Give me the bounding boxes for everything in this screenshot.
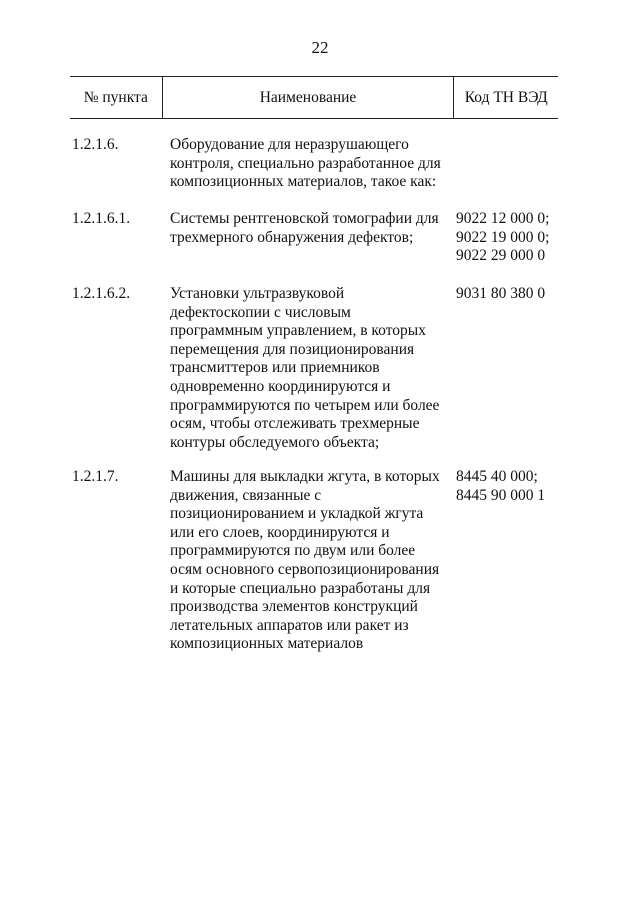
row-code-line: 9022 12 000 0; <box>456 210 550 227</box>
row-name-line: дефектоскопии с числовым <box>170 303 351 321</box>
row-name-line: программируются по четырем или более <box>170 396 440 414</box>
row-name-line: Оборудование для неразрушающего <box>170 136 409 153</box>
row-name-line: программируются по двум или более <box>170 542 416 560</box>
row-name <box>170 285 456 452</box>
row-code-line: 9022 19 000 0; <box>456 228 550 246</box>
table-row <box>70 136 558 192</box>
row-name-line: контуры обследуемого объекта; <box>170 433 380 451</box>
header-code: Код ТН ВЭД <box>464 88 548 106</box>
row-name-line: трехмерного обнаружения дефектов; <box>170 228 414 246</box>
table-header <box>70 76 558 119</box>
row-name-line: композиционных материалов, такое как: <box>170 173 437 191</box>
row-name-line: одновременно координируются и <box>170 377 391 395</box>
row-name-line: трансмиттеров или приемников <box>170 359 380 377</box>
header-name: Наименование <box>162 77 455 118</box>
row-name-line: или его слоев, координируются и <box>170 523 390 541</box>
row-code <box>456 136 558 192</box>
row-name-line: композиционных материалов <box>170 635 364 653</box>
row-code-line: 8445 90 000 1 <box>456 486 546 504</box>
row-name-line: программным управлением, в которых <box>170 322 426 340</box>
row-number: 1.2.1.6.2. <box>72 285 131 302</box>
row-name-line: летательных аппаратов или ракет из <box>170 616 409 634</box>
row-name-line: позиционированием и укладкой жгута <box>170 505 424 523</box>
row-name <box>170 136 456 192</box>
table-row <box>70 210 558 266</box>
row-code-line: 8445 40 000; <box>456 468 538 485</box>
row-number: 1.2.1.7. <box>72 468 119 485</box>
row-code <box>456 468 558 654</box>
row-code <box>456 210 558 266</box>
row-name-line: производства элементов конструкций <box>170 598 418 616</box>
row-name-line: контроля, специально разработанное для <box>170 154 441 172</box>
row-name-line: осям, чтобы отслеживать трехмерные <box>170 415 420 433</box>
row-name <box>170 210 456 266</box>
header-number: № пункта <box>83 88 148 106</box>
page-number: 22 <box>311 38 329 57</box>
row-code <box>456 285 558 452</box>
table-row <box>70 285 558 452</box>
row-name-line: и которые специально разработаны для <box>170 579 431 597</box>
row-name-line: движения, связанные с <box>170 486 322 504</box>
row-name <box>170 468 456 654</box>
row-number: 1.2.1.6. <box>72 136 119 153</box>
classification-table <box>70 76 558 653</box>
row-name-line: Установки ультразвуковой <box>170 285 345 302</box>
row-name-line: осям основного сервопозиционирования <box>170 560 440 578</box>
table-row <box>70 468 558 654</box>
row-number: 1.2.1.6.1. <box>72 210 131 227</box>
row-name-line: Машины для выкладки жгута, в которых <box>170 468 440 485</box>
row-code-line: 9031 80 380 0 <box>456 285 546 302</box>
row-name-line: Системы рентгеновской томографии для <box>170 210 439 227</box>
row-code-line: 9022 29 000 0 <box>456 247 546 265</box>
row-name-line: перемещения для позиционирования <box>170 340 415 358</box>
